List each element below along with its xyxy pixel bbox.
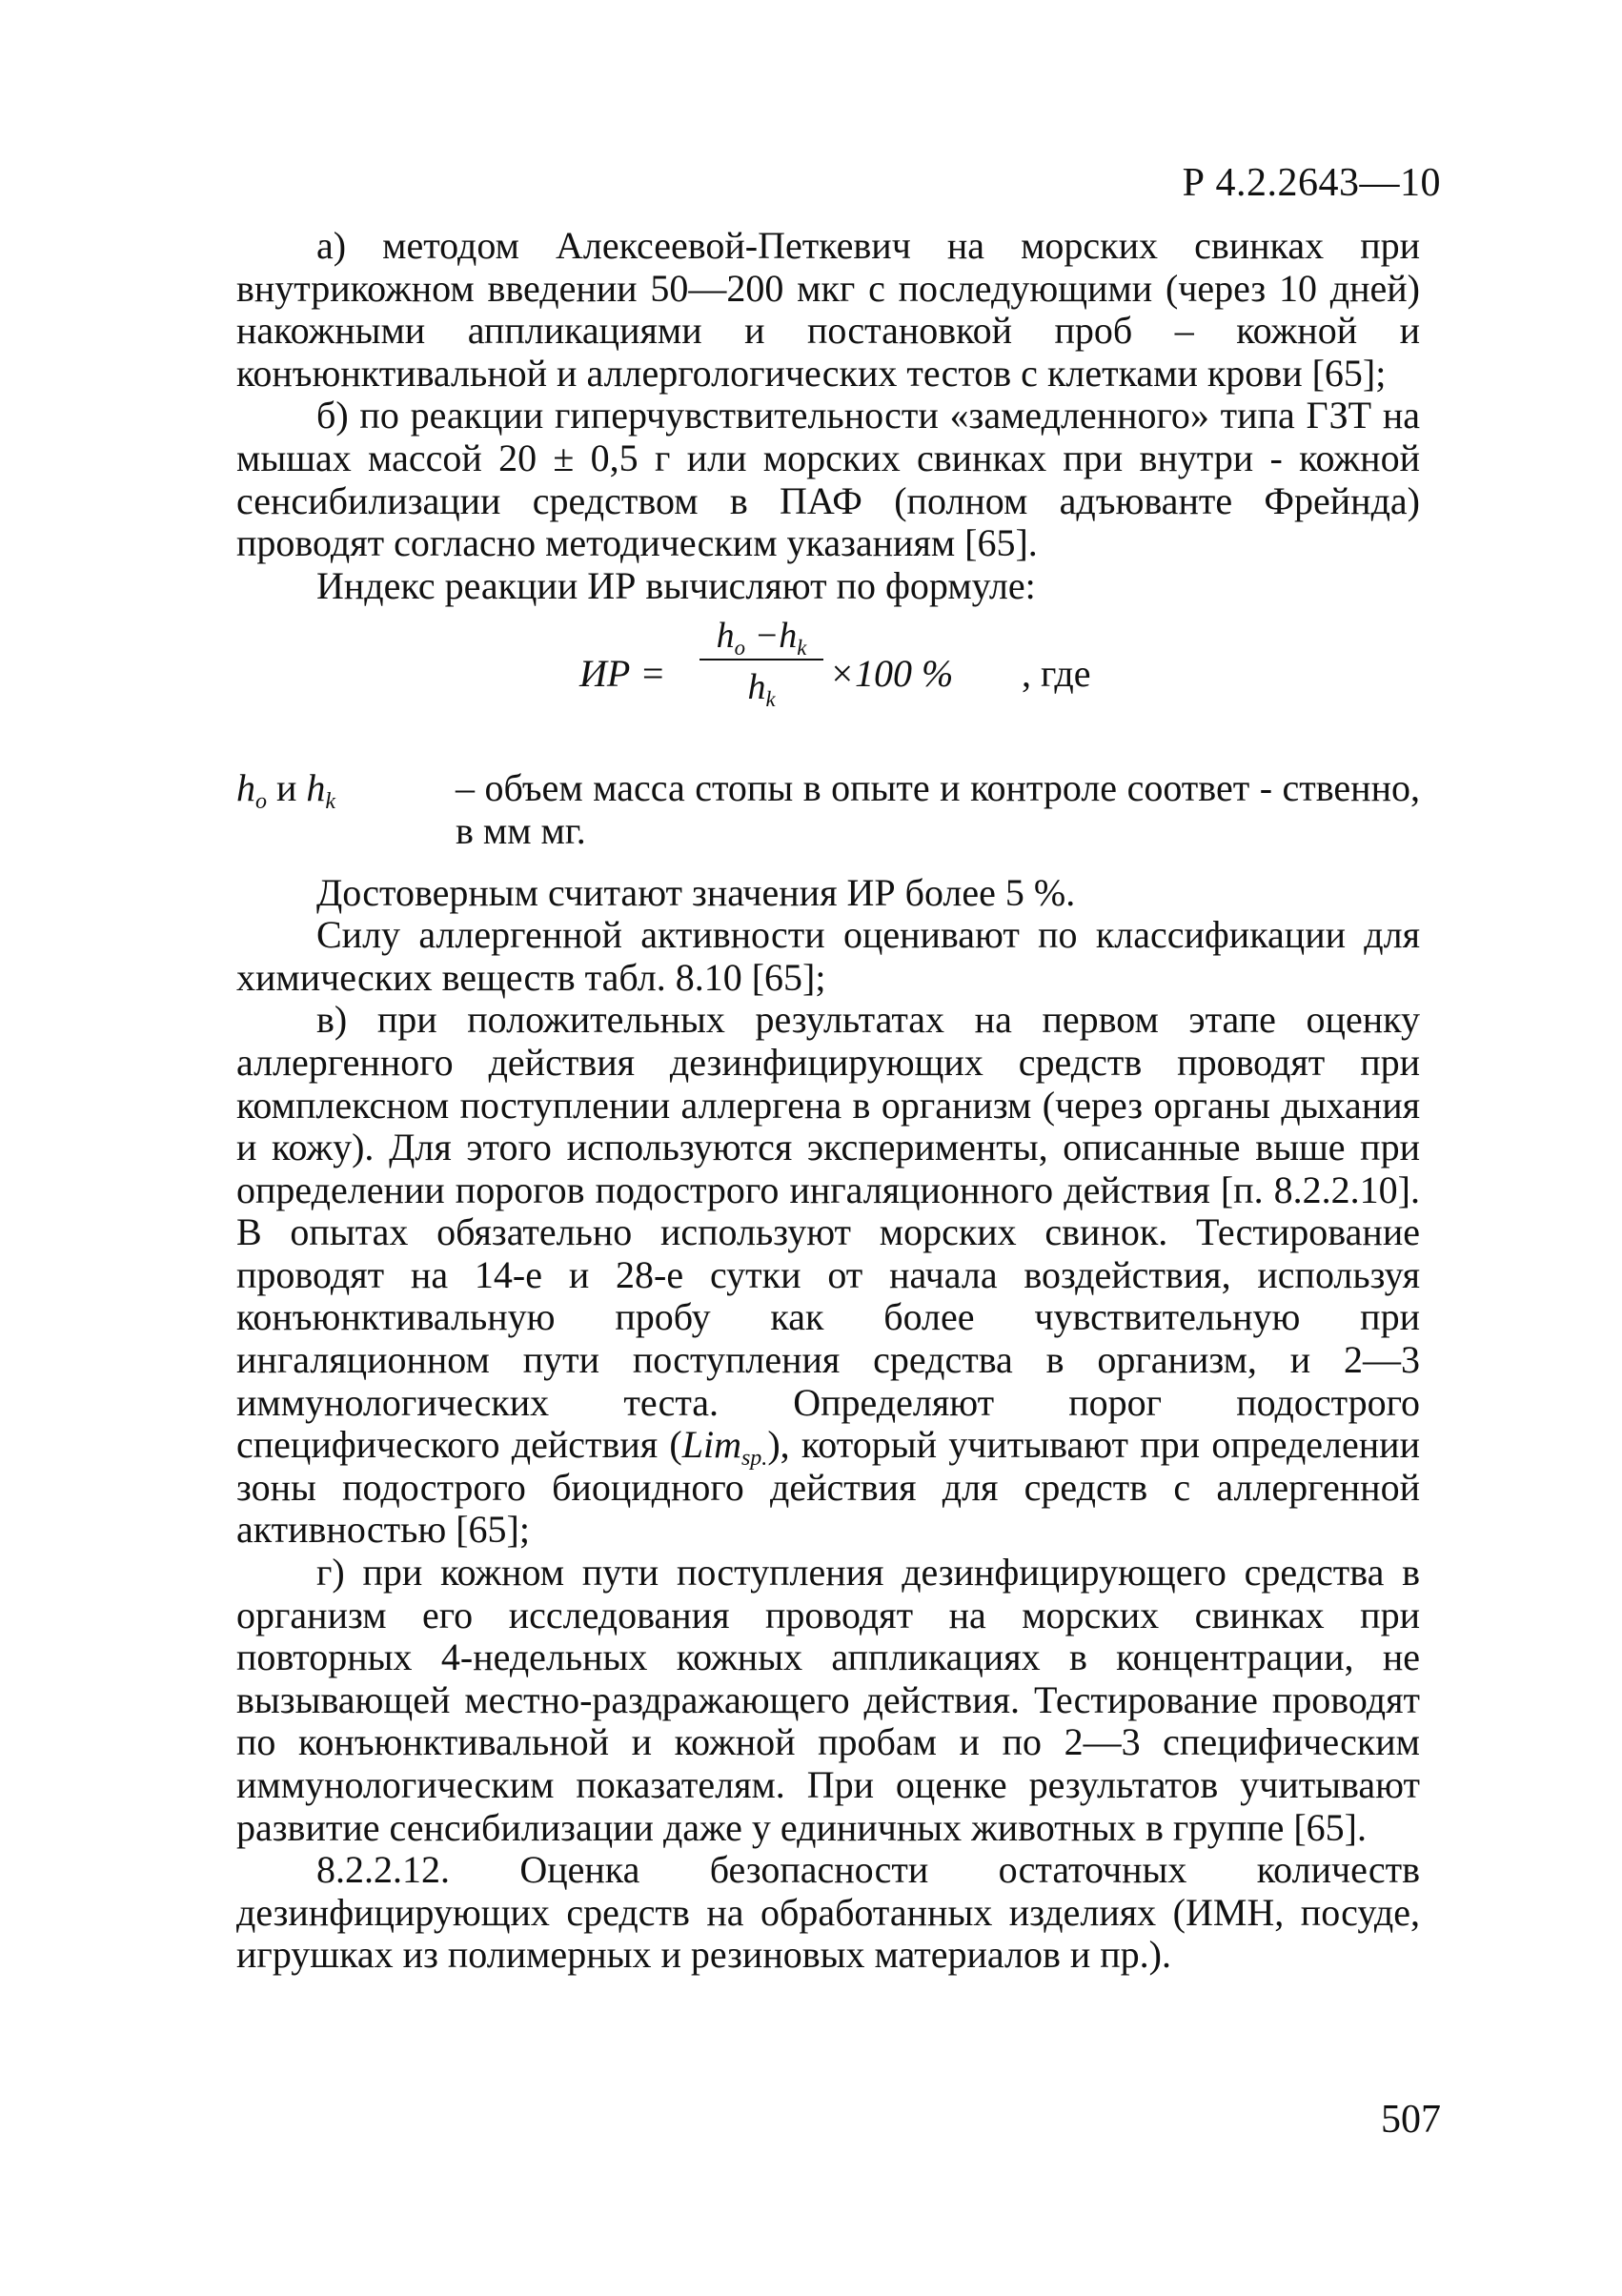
paragraph-strength: Силу аллергенной активности оценивают по классификации для химических веществ табл. 8.10 [65]; — [236, 913, 1420, 999]
paragraph-g: г) при кожном пути поступления дезинфицирующего средства в организм его исследования проводят на морских свинках при повторных 4-недельных кожных аппликациях в концентрации, не вызывающей местно-раздражающего действия. Тестирование проводят по конъюнктивальной и кожной пробам и по 2—3 специфическим иммунологическим показателям. При оценке результатов учитывают развитие сенсибилизации даже у единичных животных в группе [65]. — [236, 1551, 1420, 1849]
lim-symbol: Lim$_{sp.}$ — [681, 1423, 768, 1472]
paragraph-b: б) по реакции гиперчувствительности «замедленного» типа ГЗТ на мышах массой 20 ± 0,5 г или морских свинках при внутри - кожной сенсибилизации средством в ПАФ (полном адъюванте Фрейнда) проводят согласно методическим указаниям [65]. — [236, 394, 1420, 565]
formula-fraction — [699, 615, 823, 712]
formula-where: , где — [1022, 652, 1091, 696]
variable-definition — [236, 767, 1420, 852]
page-number: 507 — [1381, 2098, 1441, 2142]
definition-symbols: $h_o$ и $h_k$ — [236, 766, 336, 815]
paragraph-a: а) методом Алексеевой-Петкевич на морских свинках при внутрикожном введении 50—200 мкг с последующими (через 10 дней) накожными аппликациями и постановкой проб – кожной и конъюнктивальной и аллергологических тестов с клетками крови [65]; — [236, 224, 1420, 395]
paragraph-index-formula-intro: Индекс реакции ИР вычисляют по формуле: — [316, 563, 1036, 607]
document-code: Р 4.2.2643—10 — [1182, 161, 1441, 205]
definition-text: – объем масса стопы в опыте и контроле соответ - ственно, в мм мг. — [456, 766, 1420, 852]
formula-multiplier: ×100 % — [829, 652, 954, 696]
paragraph-v: в) при положительных результатах на первом этапе оценку аллергенного действия дезинфицирующих средств проводят при комплексном поступлении аллергена в организм (через органы дыхания и кожу). Для этого используются эксперименты, описанные выше при определении порогов подострого ингаляционного действия [п. 8.2.2.10]. В опытах обязательно используют морских свинок. Тестирование проводят на 14-е и 28-е сутки от начала воздействия, используя конъюнктивальную пробу как более чувствительную при ингаляционном пути поступления средства в организм, и 2—3 иммунологических теста. Определяют порог подострого специфического действия (Lim$_{sp.}$), который учитывают при определении зоны подострого биоцидного действия для средств с аллергенной активностью [65]; — [236, 998, 1420, 1552]
formula-lhs: ИР = — [579, 652, 666, 696]
body-text — [236, 225, 1420, 1977]
formula-denominator: $h_k$ — [747, 667, 776, 712]
paragraph-8-2-2-12: 8.2.2.12. Оценка безопасности остаточных количеств дезинфицирующих средств на обработанных изделиях (ИМН, посуде, игрушках из полимерных и резиновых материалов и пр.). — [236, 1848, 1420, 1977]
paragraph-reliable: Достоверным считают значения ИР более 5 %. — [316, 870, 1076, 914]
formula-numerator: $h_o -h_k$ — [716, 616, 807, 660]
index-formula — [236, 615, 1420, 758]
